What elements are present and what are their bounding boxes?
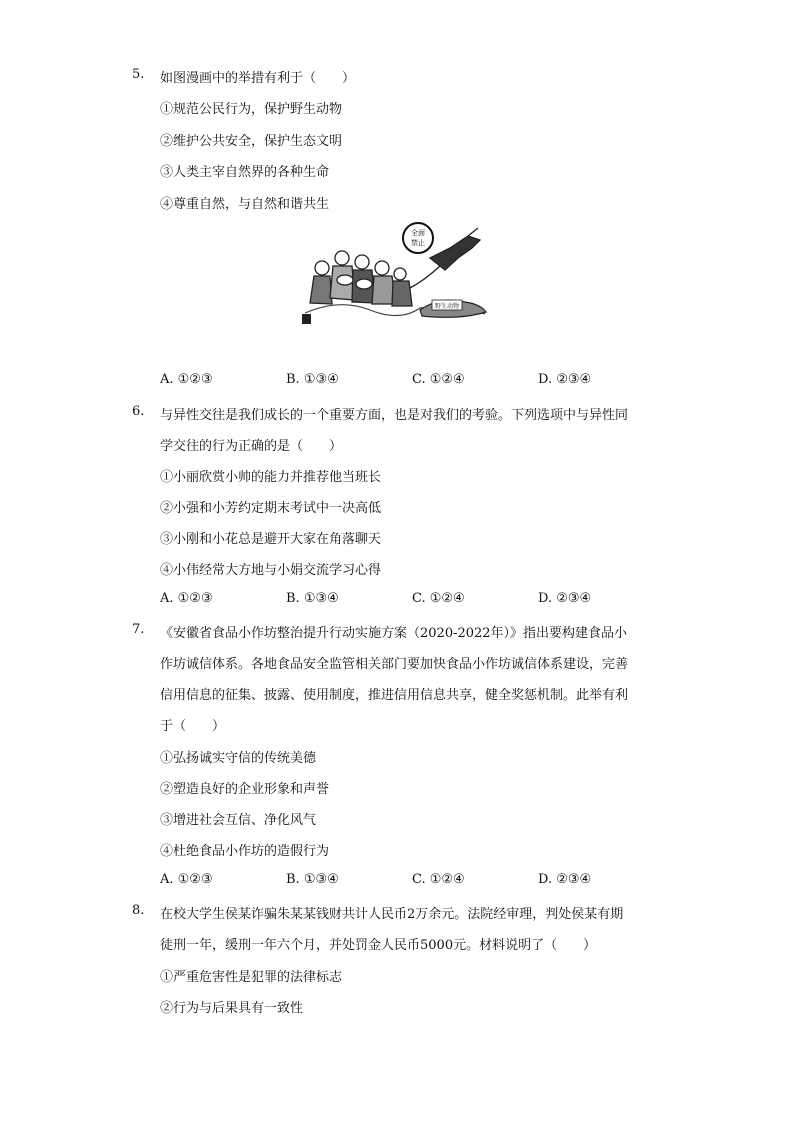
option-d[interactable]: D. ②③④	[538, 591, 592, 606]
question-number: 5.	[132, 67, 145, 82]
question-stem: 学交往的行为正确的是（ ）	[160, 439, 343, 454]
option-b[interactable]: B. ①③④	[286, 872, 339, 887]
sign-text-line2: 禁止	[411, 239, 425, 247]
question-stem: 于（ ）	[160, 719, 226, 734]
question-stem: 信用信息的征集、披露、使用制度，推进信用信息共享，健全奖惩机制。此举有利	[160, 688, 629, 703]
statement-item: ③增进社会互信、净化风气	[160, 813, 317, 828]
question-stem: 在校大学生侯某诈骗朱某某钱财共计人民币2万余元。法院经审理，判处侯某有期	[160, 907, 624, 922]
question-stem: 与异性交往是我们成长的一个重要方面，也是对我们的考验。下列选项中与异性同	[160, 408, 629, 423]
statement-item: ②小强和小芳约定期末考试中一决高低	[160, 501, 382, 516]
question-number: 6.	[132, 404, 145, 419]
option-d[interactable]: D. ②③④	[538, 372, 592, 387]
statement-item: ①小丽欣赏小帅的能力并推荐他当班长	[160, 470, 382, 485]
statement-item: ②塑造良好的企业形象和声誉	[160, 782, 330, 797]
statement-item: ③人类主宰自然界的各种生命	[160, 165, 330, 180]
cartoon-image	[300, 218, 490, 330]
svg-text:野生动物: 野生动物	[434, 303, 460, 310]
option-d[interactable]: D. ②③④	[538, 872, 592, 887]
statement-item: ①弘扬诚实守信的传统美德	[160, 751, 317, 766]
ban-sign-icon	[403, 223, 433, 253]
option-b[interactable]: B. ①③④	[286, 372, 339, 387]
question-number: 8.	[132, 903, 145, 918]
statement-item: ④小伟经常大方地与小娟交流学习心得	[160, 563, 382, 578]
option-a[interactable]: A. ①②③	[160, 872, 213, 887]
statement-item: ②行为与后果具有一致性	[160, 1001, 304, 1016]
option-a[interactable]: A. ①②③	[160, 372, 213, 387]
statement-item: ④尊重自然，与自然和谐共生	[160, 197, 330, 212]
statement-item: ①严重危害性是犯罪的法律标志	[160, 970, 343, 985]
question-stem: 徒刑一年，缓刑一年六个月，并处罚金人民币5000元。材料说明了（ ）	[160, 938, 597, 953]
option-c[interactable]: C. ①②④	[412, 591, 465, 606]
statement-item: ③小刚和小花总是避开大家在角落聊天	[160, 532, 382, 547]
statement-item: ②维护公共安全，保护生态文明	[160, 134, 343, 149]
statement-item: ①规范公民行为，保护野生动物	[160, 102, 343, 117]
question-stem: 《安徽省食品小作坊整治提升行动实施方案（2020-2022年）》指出要构建食品小	[160, 626, 628, 641]
question-number: 7.	[132, 622, 145, 637]
option-c[interactable]: C. ①②④	[412, 872, 465, 887]
stamp-icon	[302, 314, 311, 324]
statement-item: ④杜绝食品小作坊的造假行为	[160, 844, 330, 859]
option-a[interactable]: A. ①②③	[160, 591, 213, 606]
option-b[interactable]: B. ①③④	[286, 591, 339, 606]
question-stem: 如图漫画中的举措有利于（ ）	[160, 71, 356, 86]
question-stem: 作坊诚信体系。各地食品安全监管相关部门要加快食品小作坊诚信体系建设，完善	[160, 657, 629, 672]
option-c[interactable]: C. ①②④	[412, 372, 465, 387]
sign-text-line1: 全面	[411, 229, 425, 237]
